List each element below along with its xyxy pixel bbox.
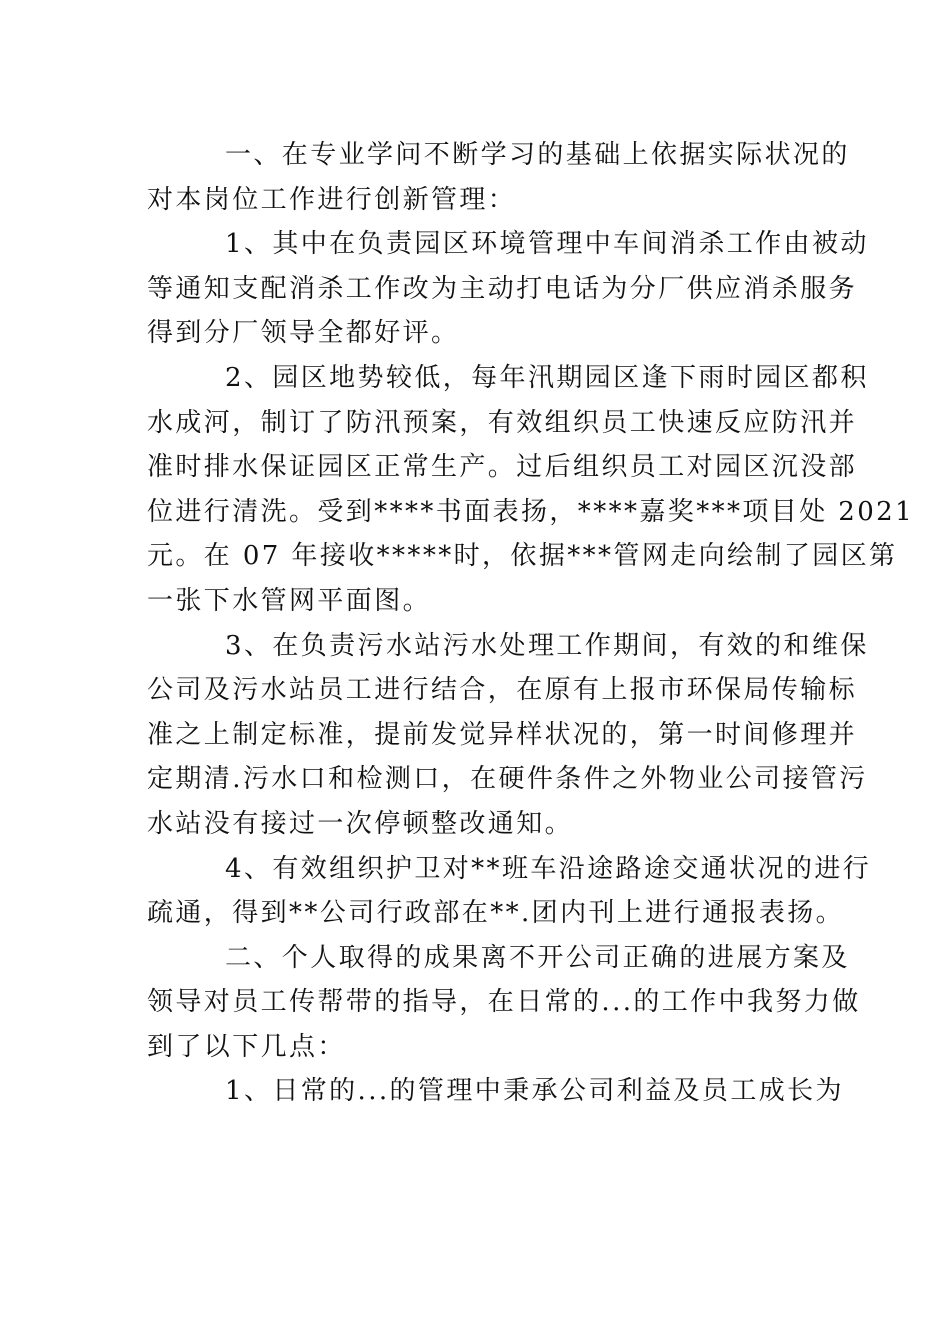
text-line: 3、在负责污水站污水处理工作期间，有效的和维保 xyxy=(225,630,869,661)
text-line: 公司及污水站员工进行结合，在原有上报市环保局传输标 xyxy=(147,675,858,706)
paragraph-innovation-heading xyxy=(147,133,850,222)
text-line: 1、其中在负责园区环境管理中车间消杀工作由被动 xyxy=(225,229,869,260)
text-line: 位进行清洗。受到****书面表扬，****嘉奖***项目处 2021 xyxy=(147,496,915,527)
text-line: 元。在 07 年接收*****时，依据***管网走向绘制了园区第 xyxy=(147,541,898,572)
paragraph-item-2 xyxy=(147,356,915,624)
text-line: 一、在专业学问不断学习的基础上依据实际状况的 xyxy=(225,140,850,170)
text-line: 4、有效组织护卫对**班车沿途路途交通状况的进行 xyxy=(225,853,872,884)
text-line: 1、日常的...的管理中秉承公司利益及员工成长为 xyxy=(225,1076,844,1107)
text-line: 二、个人取得的成果离不开公司正确的进展方案及 xyxy=(225,942,850,973)
document-page xyxy=(147,133,915,1114)
paragraph-item-3 xyxy=(147,624,869,847)
text-line: 准时排水保证园区正常生产。过后组织员工对园区沉没部 xyxy=(147,452,858,483)
text-line: 疏通，得到**公司行政部在**.团内刊上进行通报表扬。 xyxy=(147,898,845,929)
paragraph-daily-management xyxy=(147,1069,844,1114)
text-line: 一张下水管网平面图。 xyxy=(147,585,432,616)
text-line: 对本岗位工作进行创新管理： xyxy=(147,184,517,215)
text-line: 水站没有接过一次停顿整改通知。 xyxy=(147,808,574,839)
paragraph-achievements-heading xyxy=(147,936,861,1070)
text-line: 准之上制定标准，提前发觉异样状况的，第一时间修理并 xyxy=(147,719,858,750)
text-line: 2、园区地势较低，每年汛期园区逢下雨时园区都积 xyxy=(225,362,869,393)
paragraph-item-1 xyxy=(147,222,869,356)
text-line: 领导对员工传帮带的指导，在日常的...的工作中我努力做 xyxy=(147,987,861,1018)
text-line: 定期清.污水口和检测口，在硬件条件之外物业公司接管污 xyxy=(147,764,868,795)
text-line: 等通知支配消杀工作改为主动打电话为分厂供应消杀服务 xyxy=(147,273,858,304)
text-line: 得到分厂领导全都好评。 xyxy=(147,318,460,349)
paragraph-item-4 xyxy=(147,847,872,936)
text-line: 到了以下几点： xyxy=(147,1031,346,1062)
text-line: 水成河，制订了防汛预案，有效组织员工快速反应防汛并 xyxy=(147,407,858,438)
